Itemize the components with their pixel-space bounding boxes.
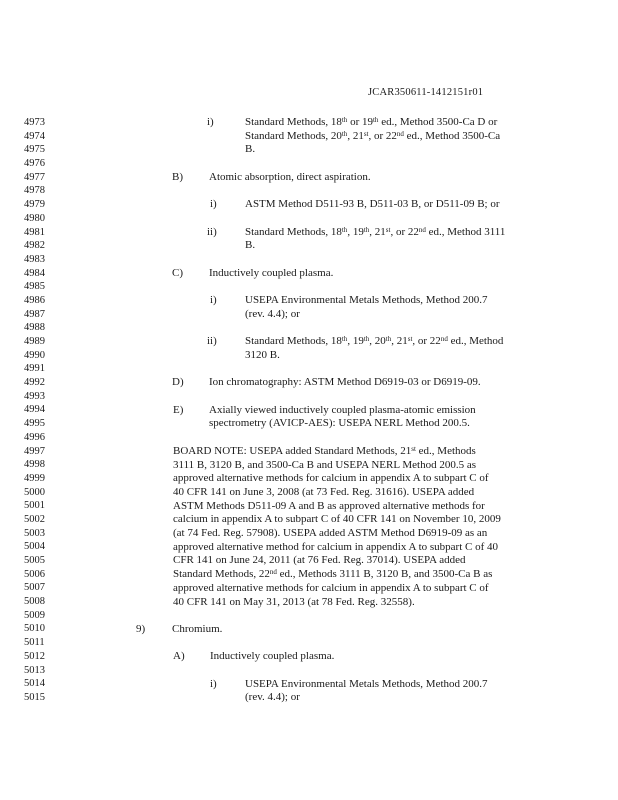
board-note-line: CFR 141 on June 24, 2011 (at 76 Fed. Reg. 37014). USEPA added — [173, 554, 466, 567]
line-number: 5007 — [24, 582, 45, 594]
item-Ci-line2: (rev. 4.4); or — [245, 307, 300, 320]
board-note-line: ASTM Methods D511-09 A and B as approved alternative methods for — [173, 499, 485, 512]
item-A9i-line2: (rev. 4.4); or — [245, 691, 300, 704]
item-B-marker: B) — [172, 170, 183, 183]
item-A9-marker: A) — [173, 650, 185, 663]
item-C-marker: C) — [172, 266, 183, 279]
item-Bii-line2: B. — [245, 239, 256, 252]
line-number: 5003 — [24, 527, 45, 539]
item-Cii-line2: 3120 B. — [245, 348, 280, 361]
item-A9i-marker: i) — [210, 677, 217, 690]
line-number: 4976 — [24, 158, 45, 170]
item-Cii-marker: ii) — [207, 335, 217, 348]
item-C-text: Inductively coupled plasma. — [209, 266, 334, 279]
item-Cii-line1: Standard Methods, 18th, 19th, 20th, 21st, or 22nd ed., Method — [245, 335, 504, 348]
board-note-line: 3111 B, 3120 B, and 3500-Ca B and USEPA NERL Method 200.5 as — [173, 458, 477, 471]
line-number: 4974 — [24, 130, 45, 142]
line-number-column — [24, 116, 64, 705]
line-number: 4992 — [24, 377, 45, 389]
line-number: 5011 — [24, 637, 45, 649]
item-A9-text: Inductively coupled plasma. — [210, 650, 335, 663]
line-number: 4989 — [24, 336, 45, 347]
item-i-marker: i) — [207, 116, 214, 128]
line-number: 4982 — [24, 240, 45, 252]
line-number: 4997 — [24, 445, 45, 457]
line-number: 5010 — [24, 623, 45, 635]
line-number: 5013 — [24, 664, 45, 676]
board-note-line: Standard Methods, 22nd ed., Methods 3111 B, 3120 B, and 3500-Ca B as — [173, 568, 493, 581]
document-header-code: JCAR350611-1412151r01 — [368, 87, 484, 98]
line-number: 4984 — [24, 267, 45, 279]
line-number: 5015 — [24, 691, 45, 703]
line-number: 5001 — [24, 500, 45, 512]
board-note-line: approved alternative methods for calcium in appendix A to subpart C of — [173, 581, 489, 594]
line-number: 4973 — [24, 117, 45, 128]
item-Bii-marker: ii) — [207, 225, 217, 238]
item-D-text: Ion chromatography: ASTM Method D6919-03 or D6919-09. — [209, 376, 481, 389]
line-number: 5005 — [24, 555, 45, 566]
item-i-line2: Standard Methods, 20th, 21st, or 22nd ed., Method 3500-Ca — [245, 129, 501, 142]
line-number: 4995 — [24, 418, 45, 430]
item-i-line1: Standard Methods, 18th or 19th ed., Method 3500-Ca D or — [245, 116, 498, 128]
line-number: 4993 — [24, 390, 45, 402]
line-number: 4979 — [24, 199, 45, 211]
line-number: 5006 — [24, 568, 45, 580]
line-number: 4985 — [24, 281, 45, 293]
line-number: 4994 — [24, 404, 45, 416]
line-number: 4999 — [24, 472, 45, 484]
line-number: 4998 — [24, 459, 45, 471]
line-number: 5002 — [24, 513, 45, 525]
board-note-line: approved alternative method for calcium in appendix A to subpart C of 40 — [173, 540, 499, 553]
item-B-text: Atomic absorption, direct aspiration. — [209, 170, 371, 183]
line-number: 4991 — [24, 363, 45, 375]
board-note-line: 40 CFR 141 on May 31, 2013 (at 78 Fed. Reg. 32558). — [173, 595, 415, 608]
line-number: 4981 — [24, 226, 45, 238]
line-number: 5009 — [24, 609, 45, 621]
item-D-marker: D) — [172, 376, 184, 389]
line-number: 4987 — [24, 308, 45, 320]
line-number: 4990 — [24, 349, 45, 361]
item-Bii-line1: Standard Methods, 18th, 19th, 21st, or 22nd ed., Method 3111 — [245, 225, 506, 238]
line-number: 4983 — [24, 253, 45, 265]
item-E-line1: Axially viewed inductively coupled plasma-atomic emission — [209, 403, 476, 416]
line-number: 5012 — [24, 650, 45, 662]
item-A9i-line1: USEPA Environmental Metals Methods, Method 200.7 — [245, 677, 488, 690]
board-note-line: calcium in appendix A to subpart C of 40 CFR 141 on November 10, 2009 — [173, 513, 501, 526]
item-i-line3: B. — [245, 143, 256, 156]
line-number: 4978 — [24, 185, 45, 197]
item-Bi-marker: i) — [210, 198, 217, 211]
item-Bi-text: ASTM Method D511-93 B, D511-03 B, or D511-09 B; or — [245, 198, 500, 211]
board-note-line: approved alternative methods for calcium in appendix A to subpart C of — [173, 472, 489, 485]
line-number: 4996 — [24, 431, 45, 443]
line-number: 5000 — [24, 486, 45, 498]
board-note-line: 40 CFR 141 on June 3, 2008 (at 73 Fed. Reg. 31616). USEPA added — [173, 485, 475, 498]
item-E-marker: E) — [173, 403, 184, 416]
item-E-line2: spectrometry (AVICP-AES): USEPA NERL Method 200.5. — [209, 417, 470, 430]
line-number: 4977 — [24, 171, 45, 183]
line-number: 5004 — [24, 541, 45, 553]
board-note-line: (at 74 Fed. Reg. 57908). USEPA added ASTM Method D6919-09 as an — [173, 527, 488, 539]
item-Ci-line1: USEPA Environmental Metals Methods, Method 200.7 — [245, 294, 488, 307]
item-9-text: Chromium. — [172, 622, 223, 635]
item-Ci-marker: i) — [210, 294, 217, 307]
board-note-line: BOARD NOTE: USEPA added Standard Methods, 21st ed., Methods — [173, 444, 476, 457]
line-number: 4980 — [24, 212, 45, 224]
line-number: 4975 — [24, 144, 45, 156]
item-9-marker: 9) — [136, 622, 146, 635]
line-number: 5008 — [24, 596, 45, 608]
line-number: 4988 — [24, 322, 45, 334]
line-number: 5014 — [24, 678, 45, 690]
line-number: 4986 — [24, 294, 45, 306]
